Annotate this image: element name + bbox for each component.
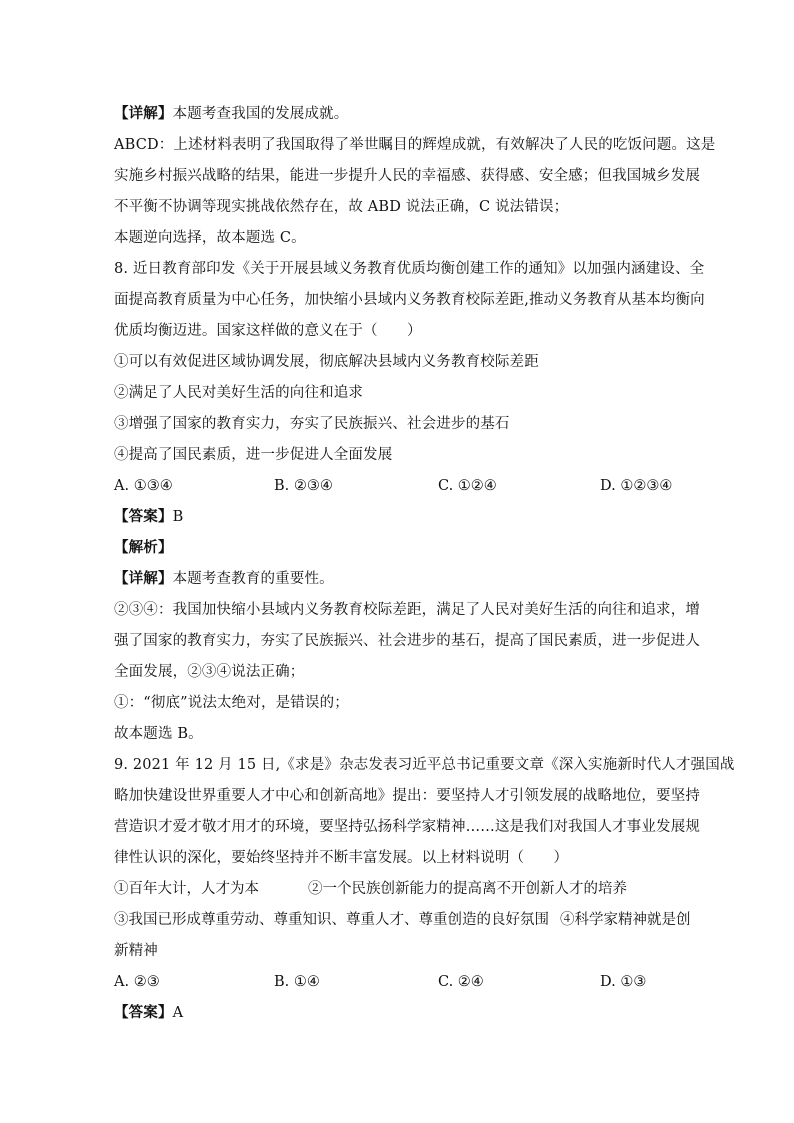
q8-stem-line: 面提高教育质量为中心任务，加快缩小县域内义务教育校际差距,推动义务教育从基本均衡向 — [114, 292, 705, 308]
q8-detail-line: ②③④：我国加快缩小县域内义务教育校际差距，满足了人民对美好生活的向往和追求，增 — [114, 602, 700, 618]
prev-detail-heading — [114, 104, 684, 124]
q8-detail-line: 全面发展，②③④说法正确； — [114, 664, 305, 680]
q9-item-continued: 新精神 — [114, 943, 158, 959]
detail-intro: 本题考查我国的发展成就。 — [172, 106, 349, 122]
q9-items-row — [114, 910, 691, 930]
prev-detail-line: 实施乡村振兴战略的结果，能进一步提升人民的幸福感、获得感、安全感；但我国城乡发展 — [114, 168, 700, 184]
q8-detail-line: 强了国家的教育实力，夯实了民族振兴、社会进步的基石，提高了国民素质，进一步促进人 — [114, 633, 700, 649]
q9-stem-line: 略加快建设世界重要人才中心和创新高地》提出：要坚持人才引领发展的战略地位，要坚持 — [114, 788, 700, 804]
q9-item: ①百年大计，人才为本 — [114, 881, 259, 897]
q8-option-b: B. ②③④ — [274, 478, 333, 494]
detail-tag: 【详解】 — [114, 105, 173, 122]
answer-tag: 【答案】 — [114, 508, 173, 525]
q9-options — [114, 972, 684, 992]
detail-intro: 本题考查教育的重要性。 — [172, 571, 334, 587]
q9-option-d: D. ①③ — [600, 974, 647, 990]
q8-item: ①可以有效促进区域协调发展，彻底解决县域内义务教育校际差距 — [114, 354, 539, 370]
prev-detail-line: 不平衡不协调等现实挑战依然存在，故 ABD 说法正确，C 说法错误； — [114, 199, 569, 215]
prev-detail-line: 本题逆向选择，故本题选 C。 — [114, 230, 306, 246]
q8-option-d: D. ①②③④ — [600, 478, 673, 494]
q9-option-c: C. ②④ — [438, 974, 484, 990]
q8-detail-line: 故本题选 B。 — [114, 726, 203, 742]
prev-detail-line: ABCD：上述材料表明了我国取得了举世瞩目的辉煌成就，有效解决了人民的吃饭问题。这是 — [114, 137, 716, 153]
q8-item: ④提高了国民素质，进一步促进人全面发展 — [114, 447, 393, 463]
q8-options — [114, 476, 684, 496]
q9-stem-line: 律性认识的深化，要始终坚持并不断丰富发展。以上材料说明（ ） — [114, 850, 569, 866]
q8-answer — [114, 507, 684, 527]
q9-option-a: A. ②③ — [114, 974, 160, 990]
q9-items-row — [114, 879, 684, 899]
answer-tag: 【答案】 — [114, 1004, 173, 1021]
q9-stem-line: 9. 2021 年 12 月 15 日,《求是》杂志发表习近平总书记重要文章《深入实施新时代人才强国战 — [114, 757, 735, 773]
q8-analysis-tag: 【解析】 — [114, 539, 173, 556]
q9-stem-line: 营造识才爱才敬才用才的环境，要坚持弘扬科学家精神……这是我们对我国人才事业发展规 — [114, 819, 700, 835]
detail-tag: 【详解】 — [114, 570, 173, 587]
q8-item: ②满足了人民对美好生活的向往和追求 — [114, 385, 364, 401]
q8-stem-line: 优质均衡迈进。国家这样做的意义在于（ ） — [114, 323, 422, 339]
q9-item: ④科学家精神就是创 — [560, 912, 691, 928]
q8-option-a: A. ①③④ — [114, 478, 173, 494]
q9-answer — [114, 1003, 684, 1023]
q9-option-b: B. ①④ — [274, 974, 320, 990]
q9-item: ②一个民族创新能力的提高离不开创新人才的培养 — [308, 881, 627, 897]
q8-stem-line: 8. 近日教育部印发《关于开展县域义务教育优质均衡创建工作的通知》以加强内涵建设、全 — [114, 261, 705, 277]
q8-option-c: C. ①②④ — [438, 478, 497, 494]
answer-value: B — [172, 509, 184, 525]
q8-detail-heading — [114, 569, 684, 589]
answer-value: A — [172, 1005, 184, 1021]
q8-detail-line: ①：“彻底”说法太绝对，是错误的； — [114, 695, 349, 711]
q8-item: ③增强了国家的教育实力，夯实了民族振兴、社会进步的基石 — [114, 416, 510, 432]
q9-item: ③我国已形成尊重劳动、尊重知识、尊重人才、尊重创造的良好氛围 — [114, 912, 549, 928]
